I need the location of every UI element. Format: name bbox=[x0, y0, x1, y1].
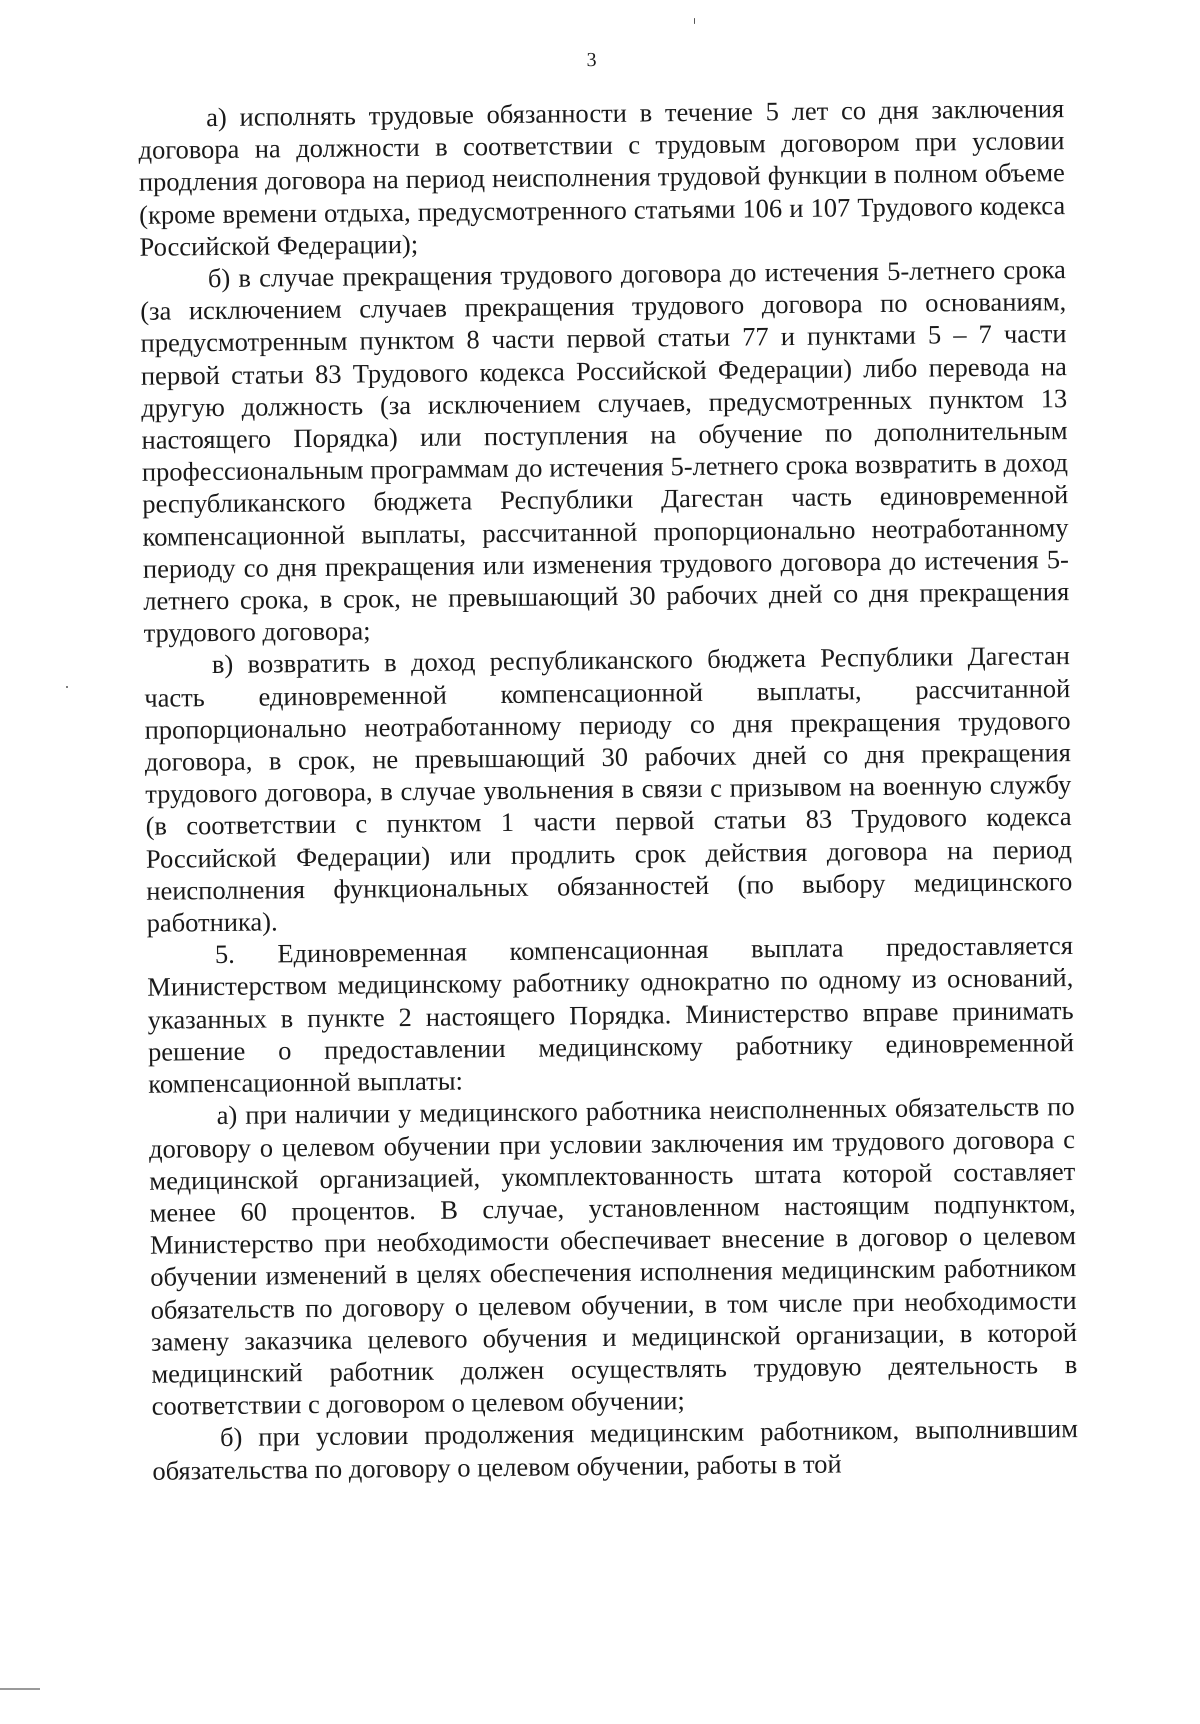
page-number: 3 bbox=[586, 48, 597, 72]
scan-edge-mark bbox=[0, 1688, 40, 1690]
paragraph-subitem-b: б) в случае прекращения трудового договора до истечения 5-летнего срока (за исключением случаев прекращения трудового договора по основаниям, предусмотренным пунктом 8 части первой статьи 77 и пунктами 5 – 7 части первой статьи 83 Трудового кодекса Российской Федерации) либо перевода на другую должность (за исключением случаев, предусмотренных пунктом 13 настоящего Порядка) или поступления на обучение по дополнительным профессиональным программам до истечения 5-летнего срока возвратить в доход республиканского бюджета Республики Дагестан часть единовременной компенсационной выплаты, рассчитанной пропорционально неотработанному периоду со дня прекращения или изменения трудового договора до истечения 5-летнего срока, в срок, не превышающий 30 рабочих дней со дня прекращения трудового договора; bbox=[140, 254, 1070, 649]
paragraph-subitem-v: в) возвратить в доход республиканского бюджета Республики Дагестан часть единовременной компенсационной выплаты, рассчитанной пропорционально неотработанному периоду со дня прекращения трудового договора, в срок, не превышающий 30 рабочих дней со дня прекращения трудового договора, в случае увольнения в связи с призывом на военную службу (в соответствии с пунктом 1 части первой статьи 83 Трудового кодекса Российской Федерации) или продлить срок действия договора на период неисполнения функциональных обязанностей (по выбору медицинского работника). bbox=[144, 640, 1073, 938]
paragraph-subitem-a: а) исполнять трудовые обязанности в течение 5 лет со дня заключения договора на должности в соответствии с трудовым договором при условии продления договора на период неисполнения трудовой функции в полном объеме (кроме времени отдыха, предусмотренного статьями 106 и 107 Трудового кодекса Российской Федерации); bbox=[138, 93, 1066, 262]
paragraph-item-5-subitem-b: б) при условии продолжения медицинским работником, выполнившим обязательства по договору о целевом обучении, работы в той bbox=[152, 1413, 1079, 1486]
scan-speck bbox=[66, 686, 68, 688]
paragraph-item-5-subitem-a: а) при наличии у медицинского работника неисполненных обязательств по договору о целевом обучении при условии заключения им трудового договора с медицинской организацией, укомплектованность штата которой составляет менее 60 процентов. В случае, установленном настоящим подпунктом, Министерство при необходимости обеспечивает внесение в договор о целевом обучении изменений в целях обеспечения исполнения медицинским работником обязательств по договору о целевом обучении, в том числе при необходимости замену заказчика целевого обучения и медицинской организации, в которой медицинский работник должен осуществлять трудовую деятельность в соответствии с договором о целевом обучении; bbox=[148, 1091, 1078, 1421]
paragraph-item-5: 5. Единовременная компенсационная выплата предоставляется Министерством медицинскому работнику однократно по одному из оснований, указанных в пункте 2 настоящего Порядка. Министерство вправе принимать решение о предоставлении медицинскому работнику единовременной компенсационной выплаты: bbox=[147, 930, 1075, 1099]
scan-speck bbox=[694, 18, 695, 24]
document-body bbox=[138, 92, 1078, 1486]
